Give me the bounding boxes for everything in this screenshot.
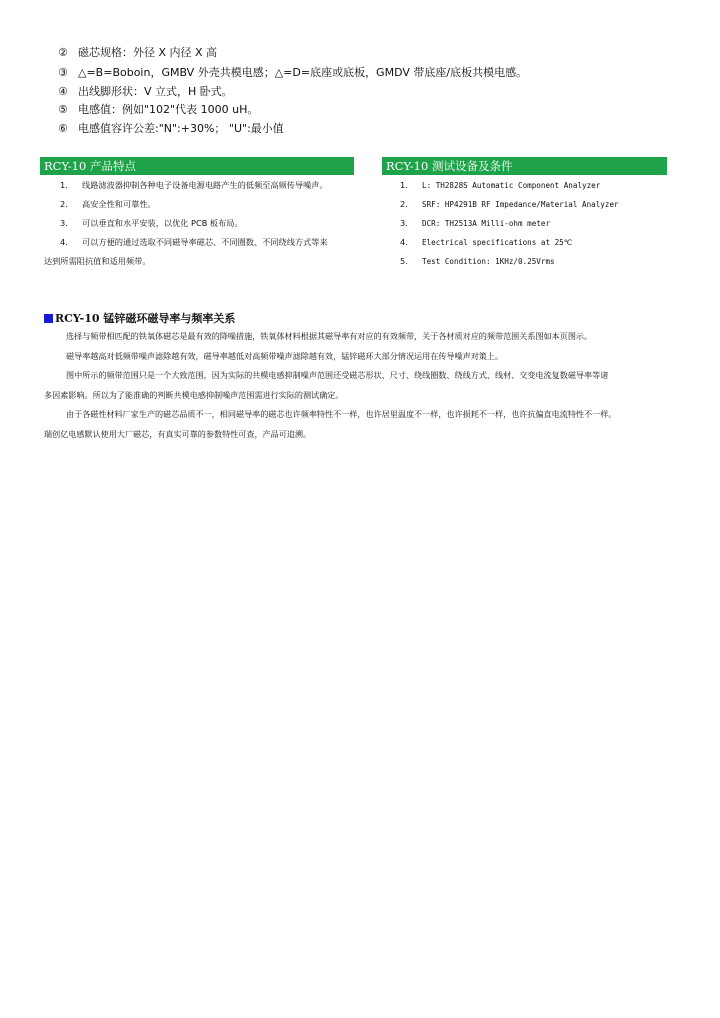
list-item [400,252,670,271]
list-item [400,233,670,252]
code-item [58,46,217,60]
features-list [60,176,360,252]
continuation-text: 达到所需阻抗值和适用频带。 [44,256,151,266]
item-text: SRF: HP4291B RF Impedance/Material Analyzer [422,200,619,209]
item-text: 电感值容许公差:"N":+30%； "U":最小值 [78,122,284,135]
test-title: RCY-10 测试设备及条件 [386,159,513,173]
features-continuation [44,252,150,271]
list-item [60,214,360,233]
test-list [400,176,670,271]
item-text: Electrical specifications at 25℃ [422,238,573,247]
item-number: 1. [60,180,68,190]
paragraph: 选择与频带相匹配的铁氧体磁芯是最有效的降噪措施，铁氧体材料根据其磁导率有对应的有效频带，关于各材质对应的频带范围关系图如本页图示。 [66,331,593,341]
list-item [400,176,670,195]
item-text: 出线脚形状：V 立式，H 卧式。 [78,85,233,98]
item-number: 1. [400,180,408,190]
item-text: 线路滤波器抑制各种电子设备电源电路产生的低频至高频传导噪声。 [82,180,328,190]
item-number: 3. [60,218,68,228]
item-text: L: TH2828S Automatic Component Analyzer [422,181,601,190]
item-text: Test Condition: 1KHz/0.25Vrms [422,257,555,266]
relation-body [44,327,684,444]
item-text: 可以方便的通过选取不同磁导率磁芯、不同圈数、不同绕线方式等来 [82,237,328,247]
list-item [60,176,360,195]
code-item [58,122,284,136]
item-text: △=B=Boboin，GMBV 外壳共模电感；△=D=底座或底板，GMDV 带底座/底板共模电感。 [78,66,528,79]
item-number: 2. [60,199,68,209]
item-number: 5. [400,256,408,266]
list-item [60,195,360,214]
item-number: 3. [400,218,408,228]
item-text: 磁芯规格：外径 X 内径 X 高 [78,46,218,59]
paragraph-line: 多因素影响。所以为了能准确的判断共模电感抑制噪声范围需进行实际的测试确定。 [44,389,344,400]
features-header-bar [40,157,354,175]
paragraph-line: 由于各磁性材料厂家生产的磁芯品质不一，相同磁导率的磁芯也许频率特性不一样，也许居里温度不一样，也许损耗不一样，也许抗偏直电流特性不一样。 [66,409,617,419]
relation-title: RCY-10 锰锌磁环磁导率与频率关系 [55,312,236,325]
features-title: RCY-10 产品特点 [44,159,136,173]
item-text: 电感值：例如"102"代表 1000 uH。 [78,103,259,116]
paragraph-line: 图中所示的频带范围只是一个大致范围，因为实际的共模电感抑制噪声范围还受磁芯形状、尺寸、绕线圈数、绕线方式、线材、交变电流复数磁导率等诸 [66,370,609,380]
paragraph-line: 瑞创亿电感默认使用大厂磁芯，有真实可靠的参数特性可查，产品可追溯。 [44,428,312,439]
item-number: ⑤ [58,103,68,116]
item-number: ④ [58,85,68,98]
item-number: 4. [400,237,408,247]
test-header-bar [382,157,667,175]
code-item [58,66,527,80]
list-item [400,195,670,214]
blue-square-marker [44,314,53,323]
item-text: DCR: TH2513A Milli-ohm meter [422,219,551,228]
list-item [400,214,670,233]
item-number: ⑥ [58,122,68,135]
item-number: ② [58,46,68,59]
paragraph: 磁导率越高对低频带噪声滤除越有效，磁导率越低对高频带噪声滤除越有效，锰锌磁环大部分情况运用在传导噪声对策上。 [66,350,504,361]
code-item [58,85,233,99]
item-number: 4. [60,237,68,247]
item-number: ③ [58,66,68,79]
relation-section-title [44,310,235,326]
code-item [58,103,258,117]
item-text: 高安全性和可靠性。 [82,199,156,209]
item-text: 可以垂直和水平安装，以优化 PCB 板布局。 [82,218,243,228]
item-number: 2. [400,199,408,209]
list-item [60,233,360,252]
